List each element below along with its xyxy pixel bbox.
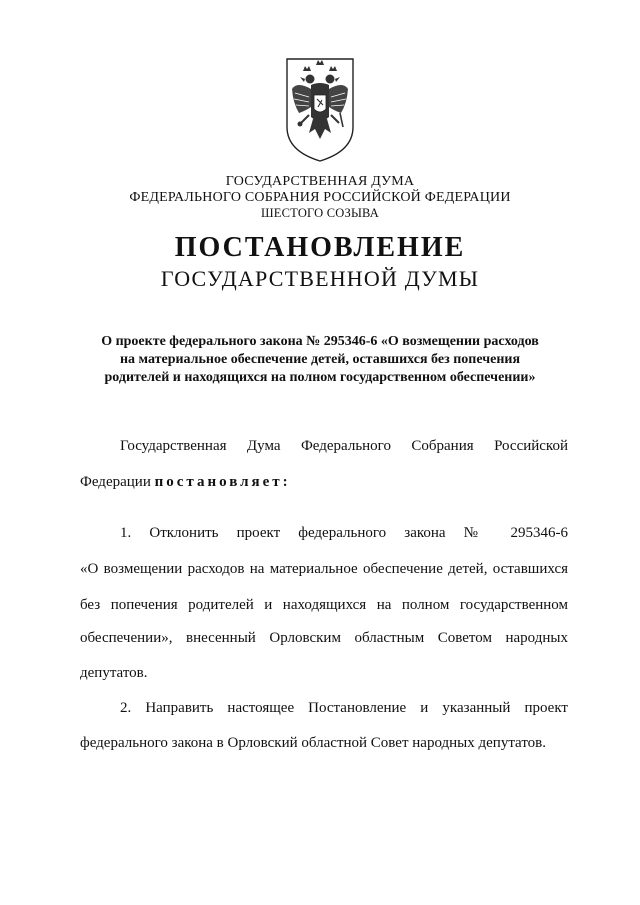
subject-line: О проекте федерального закона № 295346-6 «О возмещении расходов xyxy=(101,334,539,349)
document-title: ПОСТАНОВЛЕНИЕ xyxy=(174,232,466,263)
resolves-keyword: постановляет: xyxy=(154,474,291,490)
preamble-line-1: Государственная Дума Федерального Собрания Российской xyxy=(120,438,568,454)
header-line-federal-assembly: ФЕДЕРАЛЬНОГО СОБРАНИЯ РОССИЙСКОЙ ФЕДЕРАЦИИ xyxy=(129,190,511,205)
preamble-line-2 xyxy=(80,474,568,491)
header-line-duma: ГОСУДАРСТВЕННАЯ ДУМА xyxy=(225,174,415,189)
item-1-line-2: «О возмещении расходов на материальное обеспечение детей, оставшихся xyxy=(80,561,568,577)
subject-line: родителей и находящихся на полном государственном обеспечении» xyxy=(104,370,536,385)
subject-line: на материальное обеспечение детей, оставшихся без попечения xyxy=(119,352,521,367)
item-1-line-4: обеспечении», внесенный Орловским областным Советом народных xyxy=(80,630,568,646)
item-2-line-2: федерального закона в Орловский областной Совет народных депутатов. xyxy=(80,735,547,751)
resolution-subject xyxy=(75,333,565,387)
item-2-line-1: 2. Направить настоящее Постановление и указанный проект xyxy=(120,700,568,716)
item-1-line-3: без попечения родителей и находящихся на полном государственном xyxy=(80,597,568,613)
item-1-line-1: 1. Отклонить проект федерального закона № 295346-6 xyxy=(120,525,568,541)
preamble-text: Федерации xyxy=(80,474,155,490)
coat-of-arms-russia-icon xyxy=(283,55,357,165)
header-line-convocation: ШЕСТОГО СОЗЫВА xyxy=(260,206,380,220)
item-1-line-5: депутатов. xyxy=(80,665,148,681)
document-subtitle: ГОСУДАРСТВЕННОЙ ДУМЫ xyxy=(160,266,480,291)
